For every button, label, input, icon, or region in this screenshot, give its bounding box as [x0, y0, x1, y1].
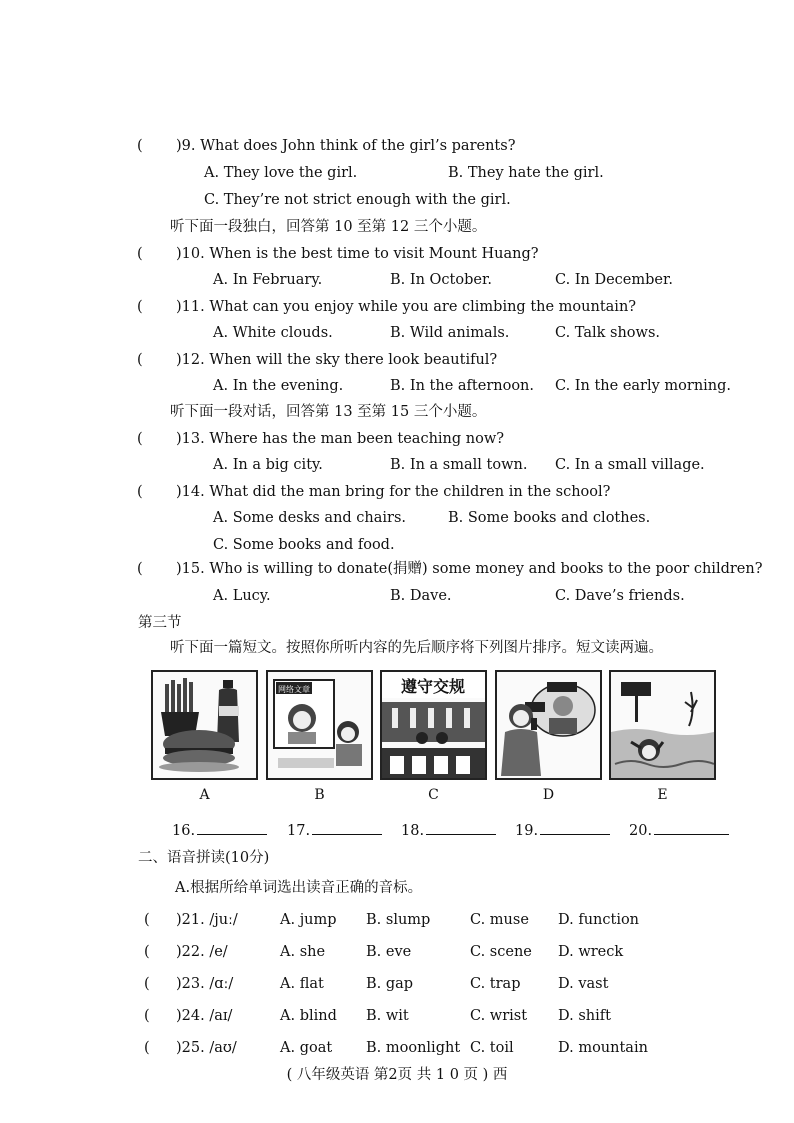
q11-option-c: C. Talk shows.	[555, 325, 660, 341]
q22-option-d: D. wreck	[558, 944, 624, 960]
answer-paren-11[interactable]: (	[137, 299, 143, 315]
instruction-10-12: 听下面一段独白，回答第 10 至第 12 三个小题。	[170, 219, 487, 235]
q25-option-b: B. moonlight	[366, 1040, 461, 1056]
q10-option-c: C. In December.	[555, 272, 673, 288]
section3-title: 第三节	[138, 615, 182, 631]
q11-option-a: A. White clouds.	[213, 325, 333, 341]
q15-option-c: C. Dave’s friends.	[555, 588, 685, 604]
picture-a	[151, 670, 258, 780]
picture-e	[609, 670, 716, 780]
q11-option-b: B. Wild animals.	[390, 325, 510, 341]
answer-paren-21[interactable]: (	[144, 912, 150, 928]
question-10: )10. When is the best time to visit Mount Huang?	[176, 246, 539, 262]
q21-option-b: B. slump	[366, 912, 431, 928]
question-9: )9. What does John think of the girl’s parents?	[176, 138, 516, 154]
q9-option-b: B. They hate the girl.	[448, 165, 604, 181]
q13-option-a: A. In a big city.	[213, 457, 323, 473]
q22-option-b: B. eve	[366, 944, 412, 960]
part2-instruction: A.根据所给单词选出读音正确的音标。	[175, 880, 423, 896]
page-footer: ( 八年级英语 第2页 共 1 0 页 ) 西	[286, 1067, 508, 1083]
phone-police-icon	[497, 672, 600, 778]
answer-paren-9[interactable]: (	[137, 138, 143, 154]
picture-label-e: E	[657, 787, 668, 803]
answer-paren-24[interactable]: (	[144, 1008, 150, 1024]
question-13: )13. Where has the man been teaching now?	[176, 431, 505, 447]
q10-option-b: B. In October.	[390, 272, 492, 288]
q23-option-a: A. flat	[280, 976, 324, 992]
q10-option-a: A. In February.	[213, 272, 323, 288]
answer-paren-23[interactable]: (	[144, 976, 150, 992]
answer-paren-14[interactable]: (	[137, 484, 143, 500]
blank-line	[197, 820, 267, 835]
answer-paren-12[interactable]: (	[137, 352, 143, 368]
blank-line	[540, 820, 610, 835]
phonetic-23: )23. /ɑː/	[176, 976, 234, 992]
picture-b-caption: 网络文章	[278, 685, 310, 694]
answer-blank-17[interactable]	[287, 820, 382, 841]
picture-c-caption: 遵守交规	[400, 677, 466, 696]
q21-option-a: A. jump	[280, 912, 337, 928]
phonetic-21: )21. /juː/	[176, 912, 238, 928]
picture-b	[266, 670, 373, 780]
q21-option-d: D. function	[558, 912, 640, 928]
q24-option-a: A. blind	[280, 1008, 337, 1024]
q14-option-b: B. Some books and clothes.	[448, 510, 651, 526]
blank-number-19: 19.	[515, 823, 539, 839]
part2-title: 二、语音拼读(10分)	[138, 850, 270, 866]
q23-option-b: B. gap	[366, 976, 414, 992]
answer-blank-20[interactable]	[629, 820, 729, 841]
blank-number-17: 17.	[287, 823, 311, 839]
picture-label-c: C	[428, 787, 439, 803]
picture-label-a: A	[199, 787, 210, 803]
q9-option-a: A. They love the girl.	[204, 165, 358, 181]
question-14: )14. What did the man bring for the children in the school?	[176, 484, 611, 500]
q21-option-c: C. muse	[470, 912, 529, 928]
q25-option-d: D. mountain	[558, 1040, 648, 1056]
q13-option-c: C. In a small village.	[555, 457, 705, 473]
q22-option-a: A. she	[280, 944, 326, 960]
question-15: )15. Who is willing to donate(捐赠) some money and books to the poor children?	[176, 561, 763, 577]
q24-option-b: B. wit	[366, 1008, 409, 1024]
answer-paren-15[interactable]: (	[137, 561, 143, 577]
phonetic-22: )22. /e/	[176, 944, 228, 960]
q13-option-b: B. In a small town.	[390, 457, 528, 473]
blank-number-16: 16.	[172, 823, 196, 839]
blank-line	[426, 820, 496, 835]
answer-blank-16[interactable]	[172, 820, 267, 841]
phonetic-24: )24. /aɪ/	[176, 1008, 233, 1024]
q25-option-c: C. toil	[470, 1040, 514, 1056]
q23-option-c: C. trap	[470, 976, 521, 992]
news-article-icon	[268, 672, 371, 778]
blank-line	[312, 820, 382, 835]
question-11: )11. What can you enjoy while you are climbing the mountain?	[176, 299, 637, 315]
q14-option-c: C. Some books and food.	[213, 537, 395, 553]
q22-option-c: C. scene	[470, 944, 532, 960]
answer-blank-18[interactable]	[401, 820, 496, 841]
answer-paren-13[interactable]: (	[137, 431, 143, 447]
drowning-child-icon	[611, 672, 714, 778]
picture-label-d: D	[542, 787, 555, 803]
q12-option-b: B. In the afternoon.	[390, 378, 535, 394]
instruction-13-15: 听下面一段对话，回答第 13 至第 15 三个小题。	[170, 404, 487, 420]
q23-option-d: D. vast	[558, 976, 609, 992]
phonetic-25: )25. /aʊ/	[176, 1040, 237, 1056]
blank-number-20: 20.	[629, 823, 653, 839]
q24-option-c: C. wrist	[470, 1008, 528, 1024]
q24-option-d: D. shift	[558, 1008, 611, 1024]
answer-blank-19[interactable]	[515, 820, 610, 841]
answer-paren-22[interactable]: (	[144, 944, 150, 960]
answer-paren-10[interactable]: (	[137, 246, 143, 262]
blank-number-18: 18.	[401, 823, 425, 839]
picture-d	[495, 670, 602, 780]
q12-option-a: A. In the evening.	[213, 378, 344, 394]
picture-c	[380, 670, 487, 780]
question-12: )12. When will the sky there look beautiful?	[176, 352, 498, 368]
q9-option-c: C. They’re not strict enough with the girl.	[204, 192, 511, 208]
q15-option-b: B. Dave.	[390, 588, 452, 604]
picture-label-b: B	[314, 787, 325, 803]
q14-option-a: A. Some desks and chairs.	[213, 510, 407, 526]
traffic-rules-icon	[382, 672, 485, 778]
fast-food-icon	[153, 672, 256, 778]
answer-paren-25[interactable]: (	[144, 1040, 150, 1056]
q15-option-a: A. Lucy.	[213, 588, 271, 604]
blank-line	[654, 820, 729, 835]
q25-option-a: A. goat	[280, 1040, 333, 1056]
q12-option-c: C. In the early morning.	[555, 378, 732, 394]
section3-instruction: 听下面一篇短文。按照你所听内容的先后顺序将下列图片排序。短文读两遍。	[170, 640, 663, 656]
